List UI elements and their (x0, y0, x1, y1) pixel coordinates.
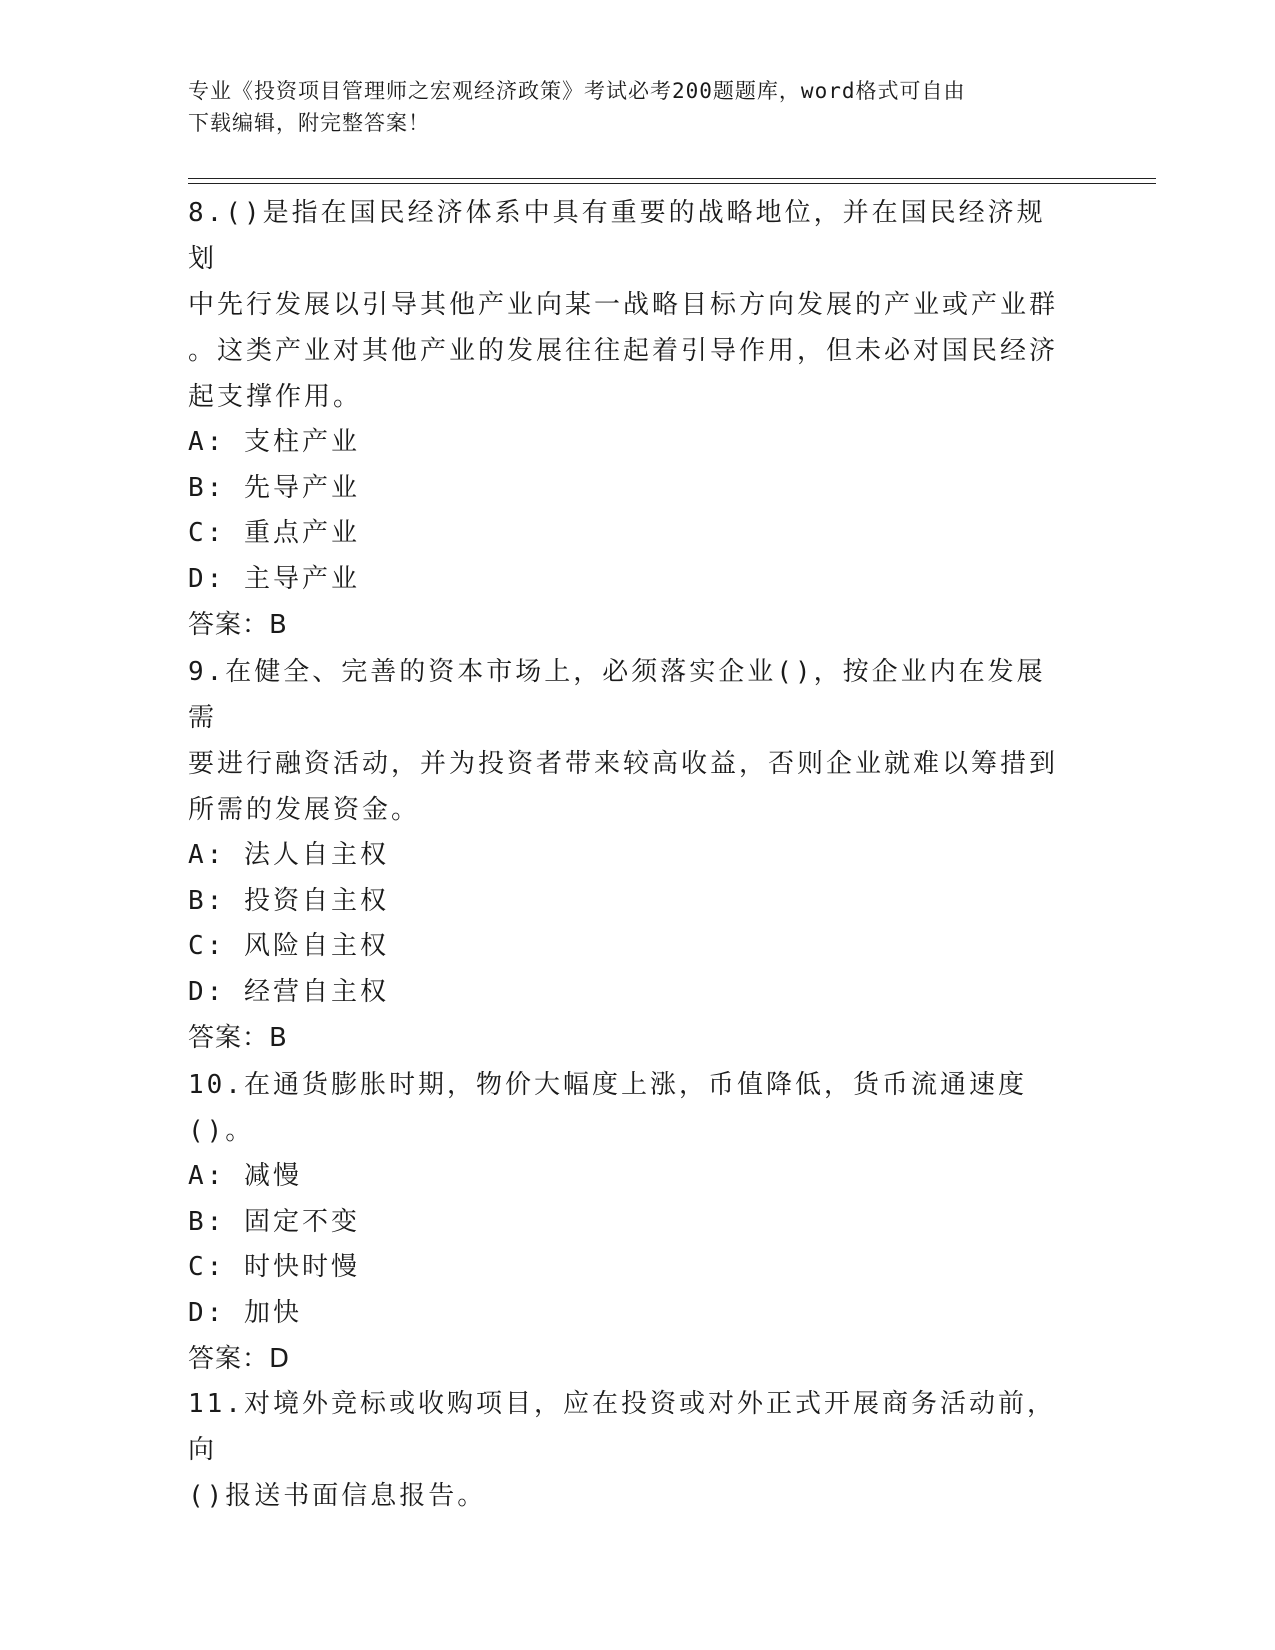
question-10 (188, 1062, 1068, 1383)
option-a: A: 支柱产业 (188, 427, 360, 457)
question-stem-line: 所需的发展资金。 (188, 795, 421, 825)
option-a: A: 减慢 (188, 1161, 302, 1191)
option-b: B: 先导产业 (188, 472, 360, 503)
question-stem-line: 11.对境外竞标或收购项目，应在投资或对外正式开展商务活动前，向 (188, 1389, 1056, 1465)
question-stem-line: 中先行发展以引导其他产业向某一战略目标方向发展的产业或产业群 (188, 290, 1059, 320)
answer-line: 答案：B (188, 610, 288, 640)
option-a: A: 法人自主权 (188, 840, 389, 870)
option-c: C: 风险自主权 (188, 931, 389, 961)
answer-line: 答案：D (188, 1344, 291, 1374)
question-stem-line: 。这类产业对其他产业的发展往往起着引导作用，但未必对国民经济 (188, 336, 1059, 366)
question-stem-line: 要进行融资活动，并为投资者带来较高收益，否则企业就难以筹措到 (188, 749, 1059, 779)
option-b: B: 固定不变 (188, 1206, 360, 1237)
option-c: C: 时快时慢 (188, 1252, 360, 1282)
option-c: C: 重点产业 (188, 518, 360, 548)
question-stem-line: 8.()是指在国民经济体系中具有重要的战略地位，并在国民经济规划 (188, 198, 1046, 274)
header-divider-bottom (188, 183, 1156, 184)
question-9 (188, 649, 1068, 1062)
question-11 (188, 1381, 1068, 1519)
answer-line: 答案：B (188, 1023, 288, 1053)
question-stem-line: 起支撑作用。 (188, 382, 363, 412)
question-stem-line: ()报送书面信息报告。 (188, 1481, 487, 1511)
option-d: D: 加快 (188, 1297, 302, 1328)
header-line-1: 专业《投资项目管理师之宏观经济政策》考试必考200题题库，word格式可自由 (188, 79, 966, 103)
document-header (188, 75, 1068, 139)
question-8 (188, 190, 1068, 649)
header-divider-top (188, 178, 1156, 179)
question-stem-line: 10.在通货膨胀时期，物价大幅度上涨，币值降低，货币流通速度()。 (188, 1070, 1027, 1146)
option-d: D: 经营自主权 (188, 976, 389, 1007)
question-stem-line: 9.在健全、完善的资本市场上，必须落实企业()，按企业内在发展需 (188, 657, 1046, 733)
header-line-2: 下载编辑，附完整答案！ (188, 111, 430, 135)
option-b: B: 投资自主权 (188, 885, 389, 916)
option-d: D: 主导产业 (188, 563, 360, 594)
